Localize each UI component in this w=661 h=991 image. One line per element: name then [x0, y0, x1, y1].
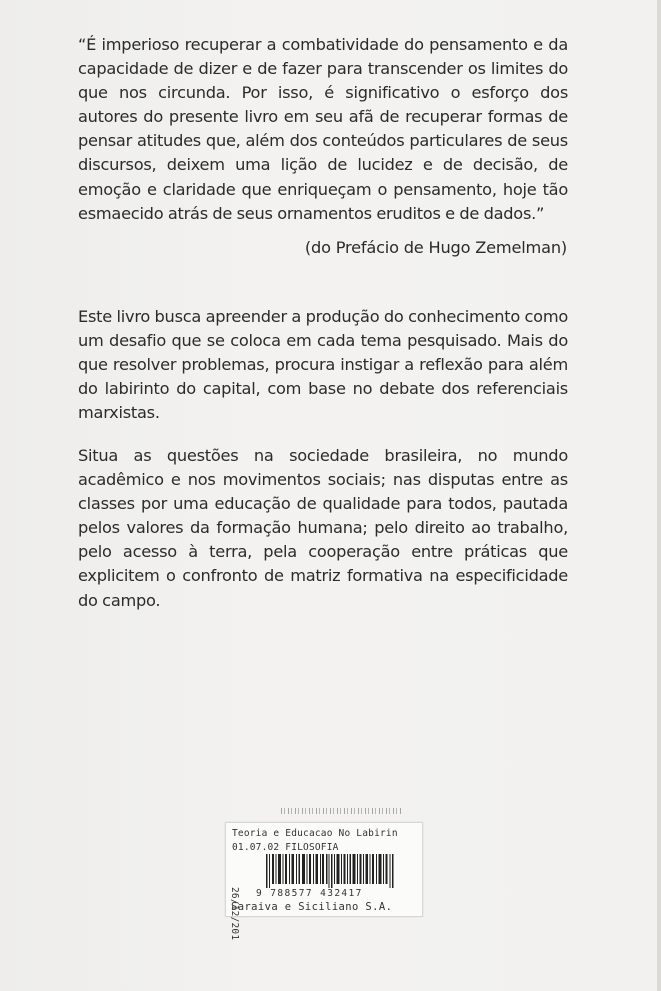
sticker-date: 26/12/201: [229, 887, 240, 941]
description-paragraph-1: Este livro busca apreender a produção do conhecimento como um desafio que se coloca em cada tema pesquisado. Mais do que resolver problemas, procura instigar a reflexão para além do labirinto do capital, com base no debate dos referenciais marxistas.: [78, 307, 568, 423]
barcode-icon: [266, 854, 394, 888]
sticker-print-marks: [281, 808, 401, 814]
sticker-publisher: Saraiva e Siciliano S.A.: [231, 901, 393, 913]
sticker-category: 01.07.02 FILOSOFIA: [232, 842, 339, 853]
preface-quote: “É imperioso recuperar a combatividade do pensamento e da capacidade de dizer e de fazer para transcender os limites do que nos circunda. Por isso, é significativo o esforço dos autores do presente livro em seu afã de recuperar formas de pensar atitudes que, além dos conteúdos particulares de seus discursos, deixem uma lição de lucidez e de decisão, de emoção e claridade que enriqueçam o pensamento, hoje tão esmaecido atrás de seus ornamentos eruditos e de dados.”: [78, 35, 568, 223]
description-paragraph-2: Situa as questões na sociedade brasileira, no mundo acadêmico e nos movimentos sociais; nas disputas entre as classes por uma educação de qualidade para todos, pautada pelos valores da formação humana; pelo direito ao trabalho, pelo acesso à terra, pela cooperação entre práticas que explicitem o confronto de matriz formativa na especificidade do campo.: [78, 446, 568, 610]
sticker-title: Teoria e Educacao No Labirin: [232, 828, 398, 839]
quote-attribution: (do Prefácio de Hugo Zemelman): [304, 238, 567, 257]
price-sticker: [225, 822, 423, 941]
cover-edge: [657, 0, 661, 991]
price-sticker-area: [225, 808, 421, 941]
isbn-number: 9 788577 432417: [256, 888, 363, 899]
